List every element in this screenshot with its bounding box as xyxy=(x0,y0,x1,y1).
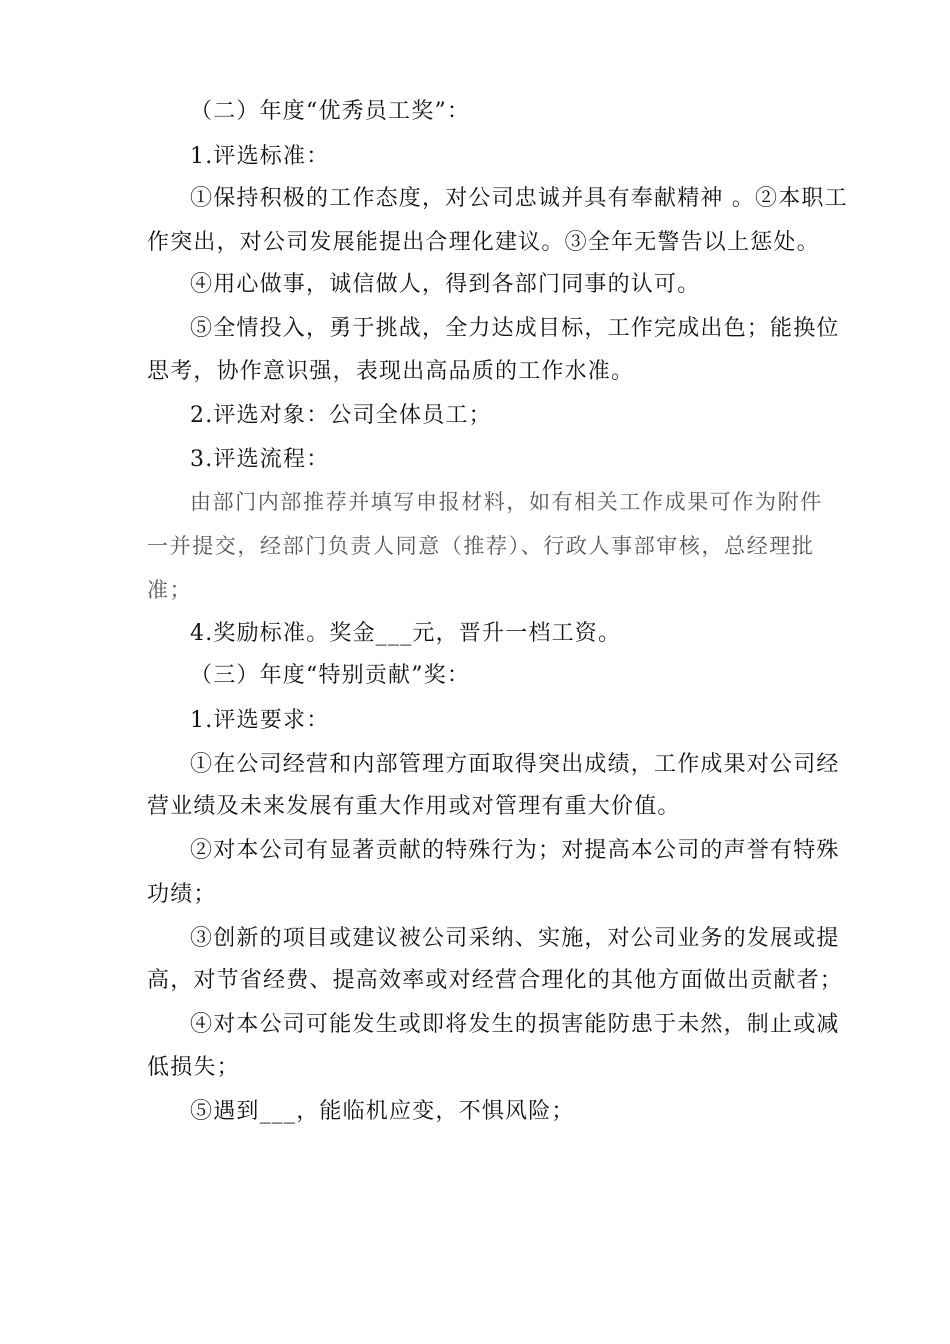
subheading-selection-requirements: 1.评选要求： xyxy=(190,708,330,733)
paragraph-line: ⑤遇到___，能临机应变，不惧风险； xyxy=(190,1099,575,1124)
paragraph-line: 思考，协作意识强，表现出高品质的工作水准。 xyxy=(147,359,635,384)
paragraph-line: ④对本公司可能发生或即将发生的损害能防患于未然，制止或减 xyxy=(190,1012,840,1037)
paragraph-line: ⑤全情投入，勇于挑战，全力达成目标，工作完成出色；能换位 xyxy=(190,316,840,341)
paragraph-line: 营业绩及未来发展有重大作用或对管理有重大价值。 xyxy=(147,794,681,819)
subheading-selection-criteria: 1.评选标准： xyxy=(190,144,330,169)
paragraph-line: ②对本公司有显著贡献的特殊行为；对提高本公司的声誉有特殊 xyxy=(190,838,840,863)
section-heading-excellent-employee: （二）年度“优秀员工奖”： xyxy=(190,99,471,124)
paragraph-line: 一并提交，经部门负责人同意（推荐）、行政人事部审核，总经理批 xyxy=(147,534,815,558)
paragraph-line: 准； xyxy=(147,578,193,602)
subheading-selection-process: 3.评选流程： xyxy=(190,447,330,472)
paragraph-line: 低损失； xyxy=(147,1055,240,1080)
paragraph-line: 高，对节省经费、提高效率或对经营合理化的其他方面做出贡献者； xyxy=(147,968,844,993)
paragraph-line: ④用心做事，诚信做人，得到各部门同事的认可。 xyxy=(190,272,701,297)
paragraph-line: ③创新的项目或建议被公司采纳、实施，对公司业务的发展或提 xyxy=(190,926,840,951)
paragraph-line: 由部门内部推荐并填写申报材料，如有相关工作成果可作为附件 xyxy=(190,490,823,514)
paragraph-line: 作突出，对公司发展能提出合理化建议。③全年无警告以上惩处。 xyxy=(147,230,820,255)
section-heading-special-contribution: （三）年度“特别贡献”奖： xyxy=(190,663,471,688)
subheading-reward-standard: 4.奖励标准。奖金___元，晋升一档工资。 xyxy=(190,621,622,646)
subheading-selection-target: 2.评选对象：公司全体员工； xyxy=(190,403,492,428)
paragraph-line: ①保持积极的工作态度，对公司忠诚并具有奉献精神 。②本职工 xyxy=(190,186,848,211)
paragraph-line: 功绩； xyxy=(147,882,217,907)
paragraph-line: ①在公司经营和内部管理方面取得突出成绩，工作成果对公司经 xyxy=(190,752,840,777)
